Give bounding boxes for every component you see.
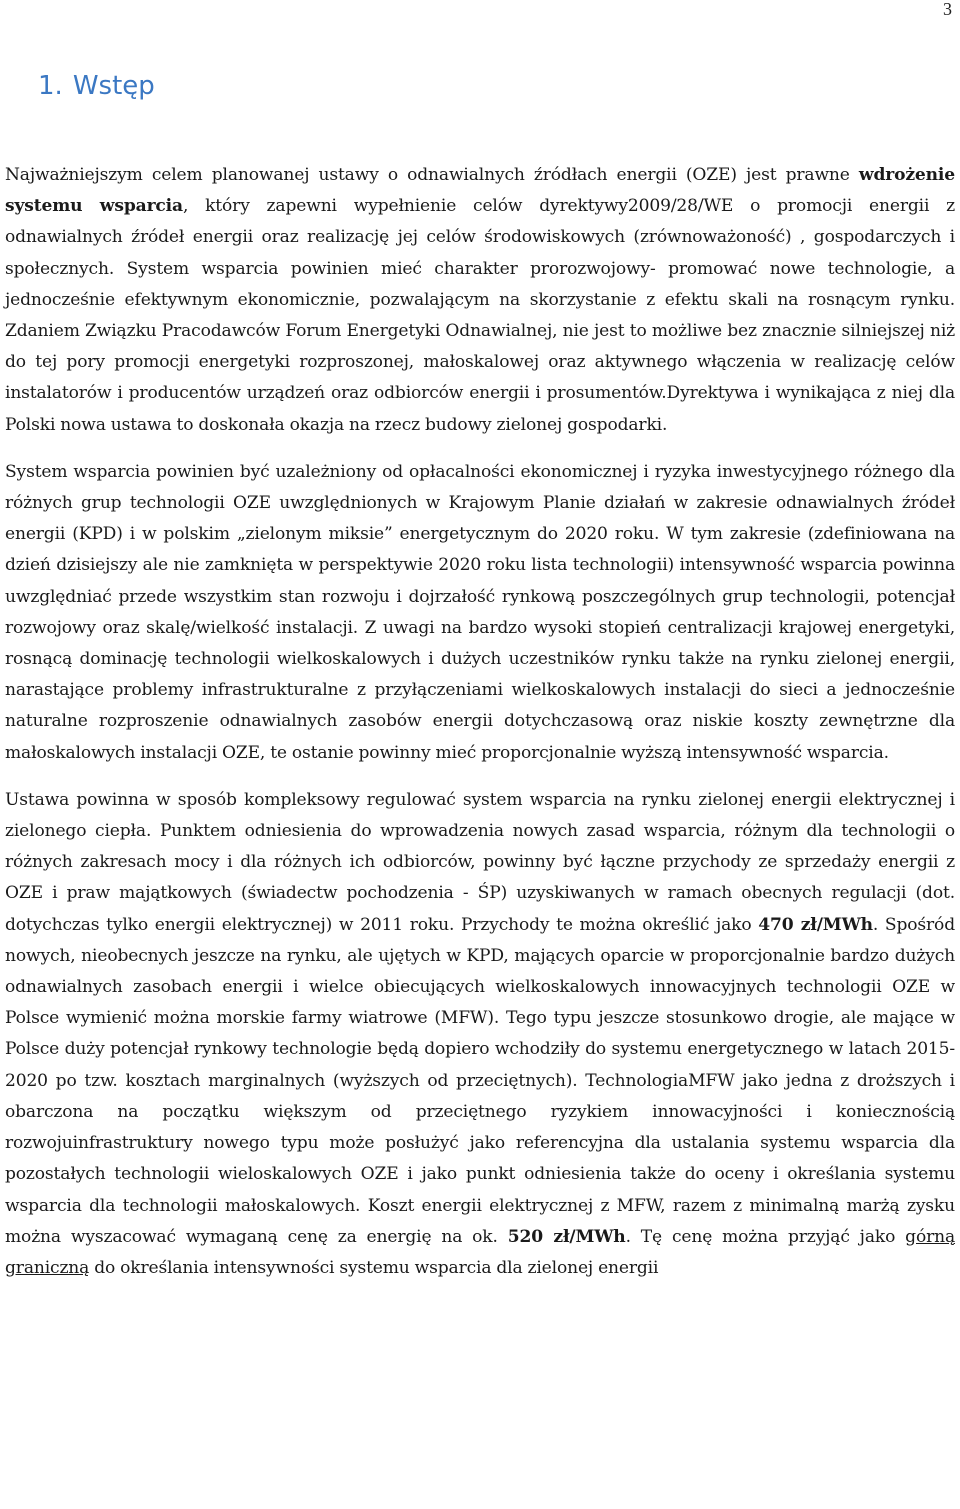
text-segment: . Spośród nowych, nieobecnych jeszcze na rynku, ale ujętych w KPD, mających oparcie w proporcjonalnie bardzo dużych odnawialnych zasobach energii i wielce obiecujących wielkoskalowych innowacyjnych technologii OZE w Polsce wymienić można morskie farmy wiatrowe (MFW). Tego typu jeszcze stosunkowo drogie, ale mające w Polsce duży potencjał rynkowy technologie będą dopiero wchodziły do systemu energetycznego w latach 2015-2020 po tzw. kosztach marginalnych (wyższych od przeciętnych). TechnologiaMFW jako jedna z droższych i obarczona na początku większym od przeciętnego ryzykiem innowacyjności i koniecznością rozwojuinfrastruktury nowego typu może posłużyć jako referencyjna dla ustalania systemu wsparcia dla pozostałych technologii wieloskalowych OZE i jako punkt odniesienia także do oceny i określania systemu wsparcia dla technologii małoskalowych. Koszt energii elektrycznej z MFW, razem z minimalną marżą zysku można wyszacować wymaganą cenę za energię na ok.: [5, 914, 955, 1247]
price-value: 470 zł/MWh: [758, 914, 873, 935]
section-heading: [38, 68, 155, 104]
text-segment: do określania intensywności systemu wsparcia dla zielonej energii: [89, 1257, 659, 1278]
paragraph-1: [5, 160, 955, 441]
heading-number: 1.: [38, 71, 63, 101]
text-segment: , który zapewni wypełnienie celów dyrektywy2009/28/WE o promocji energii z odnawialnych źródeł energii oraz realizację jej celów środowiskowych (zrównoważoność) , gospodarczych i społecznych. System wsparcia powinien mieć charakter prorozwojowy- promować nowe technologie, a jednocześnie efektywnym ekonomicznie, pozwalającym na skorzystanie z efektu skali na rosnącym rynku. Zdaniem Związku Pracodawców Forum Energetyki Odnawialnej, nie jest to możliwe bez znacznie silniejszej niż do tej pory promocji energetyki rozproszonej, małoskalowej oraz aktywnego włączenia w realizację celów instalatorów i producentów urządzeń oraz odbiorców energii i prosumentów.Dyrektywa i wynikająca z niej dla Polski nowa ustawa to doskonała okazja na rzecz budowy zielonej gospodarki.: [5, 196, 955, 435]
page-number: 3: [943, 0, 952, 19]
text-segment: Najważniejszym celem planowanej ustawy o odnawialnych źródłach energii (OZE) jest prawne: [5, 165, 859, 185]
underlined-phrase: górną graniczną: [5, 1226, 956, 1278]
heading-title: Wstęp: [72, 71, 155, 101]
bold-phrase: wdrożenie systemu wsparcia: [5, 165, 955, 217]
document-body: [5, 160, 955, 1284]
text-segment: . Tę cenę można przyjąć jako: [625, 1226, 906, 1247]
paragraph-3: [5, 785, 955, 1284]
paragraph-2: System wsparcia powinien być uzależniony od opłacalności ekonomicznej i ryzyka inwestycyjnego różnego dla różnych grup technologii OZE uwzględnionych w Krajowym Planie działań w zakresie odnawialnych źródeł energii (KPD) i w polskim „zielonym miksie” energetycznym do 2020 roku. W tym zakresie (zdefiniowana na dzień dzisiejszy ale nie zamknięta w perspektywie 2020 roku lista technologii) intensywność wsparcia powinna uwzględniać przede wszystkim stan rozwoju i dojrzałość rynkową poszczególnych grup technologii, potencjał rozwojowy oraz skalę/wielkość instalacji. Z uwagi na bardzo wysoki stopień centralizacji krajowej energetyki, rosnącą dominację technologii wielkoskalowych i dużych uczestników rynku także na rynku zielonej energii, narastające problemy infrastrukturalne z przyłączeniami wielkoskalowych instalacji do sieci a jednocześnie naturalne rozproszenie odnawialnych zasobów energii dotychczasową oraz niskie koszty zewnętrzne dla małoskalowych instalacji OZE, te ostanie powinny mieć proporcjonalnie wyższą intensywność wsparcia.: [5, 461, 955, 763]
text-segment: Ustawa powinna w sposób kompleksowy regulować system wsparcia na rynku zielonej energii elektrycznej i zielonego ciepła. Punktem odniesienia do wprowadzenia nowych zasad wsparcia, różnym dla technologii o różnych zakresach mocy i dla różnych ich odbiorców, powinny być łączne przychody ze sprzedaży energii z OZE i praw majątkowych (świadectw pochodzenia - ŚP) uzyskiwanych w ramach obecnych regulacji (dot. dotychczas tylko energii elektrycznej) w 2011 roku. Przychody te można określić jako: [5, 789, 955, 935]
price-value: 520 zł/MWh: [507, 1226, 626, 1247]
